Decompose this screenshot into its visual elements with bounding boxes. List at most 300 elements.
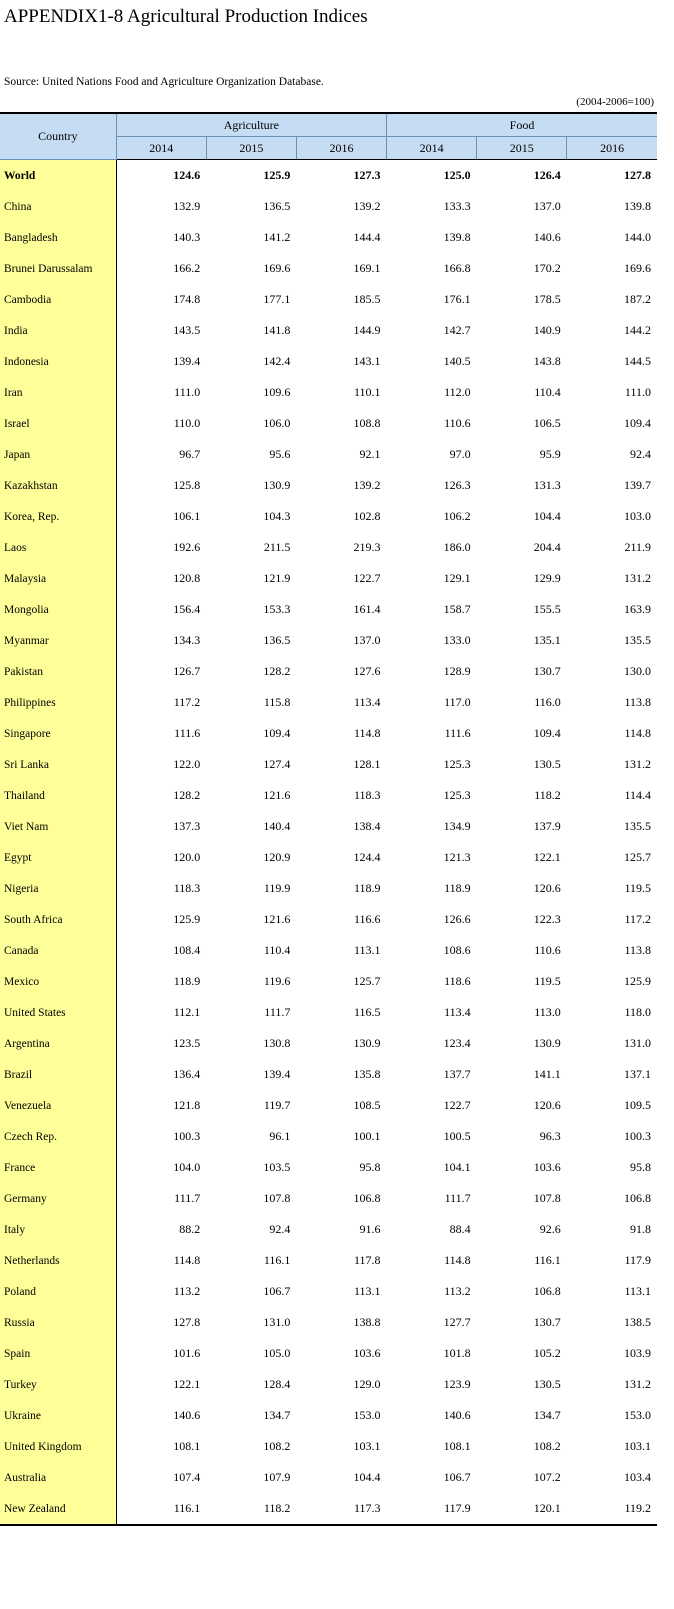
country-name-cell: Philippines	[0, 687, 116, 718]
index-value-cell: 125.9	[173, 912, 201, 926]
index-value-cell: 129.9	[533, 571, 561, 585]
country-name-cell: Malaysia	[0, 563, 116, 594]
table-row	[0, 1245, 657, 1276]
index-value-cell: 109.6	[263, 385, 291, 399]
country-name-cell: Germany	[0, 1183, 116, 1214]
index-value-cell: 111.6	[174, 726, 201, 740]
index-value-cell: 127.4	[263, 757, 291, 771]
index-value-cell: 92.4	[269, 1222, 291, 1236]
table-row	[0, 718, 657, 749]
country-name-cell: Korea, Rep.	[0, 501, 116, 532]
index-value-cell: 131.0	[263, 1315, 291, 1329]
index-value-cell: 211.9	[624, 540, 651, 554]
index-value-cell: 117.2	[624, 912, 651, 926]
index-value-cell: 163.9	[624, 602, 651, 616]
index-value-cell: 125.8	[173, 478, 201, 492]
index-value-cell: 130.5	[533, 1377, 561, 1391]
table-row	[0, 346, 657, 377]
index-value-cell: 119.5	[624, 881, 651, 895]
index-value-cell: 211.5	[263, 540, 291, 554]
index-value-cell: 137.0	[533, 199, 561, 213]
index-value-cell: 161.4	[353, 602, 381, 616]
index-value-cell: 133.0	[443, 633, 471, 647]
table-row	[0, 1152, 657, 1183]
index-value-cell: 109.4	[533, 726, 561, 740]
table-row	[0, 1369, 657, 1400]
country-name-cell: France	[0, 1152, 116, 1183]
index-value-cell: 103.6	[533, 1160, 561, 1174]
index-value-cell: 130.9	[353, 1036, 381, 1050]
index-value-cell: 134.7	[263, 1408, 291, 1422]
index-value-cell: 97.0	[449, 447, 471, 461]
index-value-cell: 96.3	[539, 1129, 561, 1143]
index-value-cell: 103.4	[624, 1470, 651, 1484]
index-value-cell: 116.5	[353, 1005, 381, 1019]
table-row	[0, 315, 657, 346]
table-row	[0, 377, 657, 408]
index-value-cell: 110.6	[534, 943, 561, 957]
index-value-cell: 120.6	[533, 1098, 561, 1112]
index-value-cell: 107.9	[263, 1470, 291, 1484]
index-value-cell: 100.3	[173, 1129, 201, 1143]
index-value-cell: 126.4	[533, 168, 561, 182]
index-value-cell: 95.9	[539, 447, 561, 461]
country-name-cell: Cambodia	[0, 284, 116, 315]
country-name-cell: New Zealand	[0, 1493, 116, 1525]
index-value-cell: 139.7	[624, 478, 651, 492]
index-value-cell: 92.1	[359, 447, 381, 461]
index-value-cell: 95.8	[359, 1160, 381, 1174]
index-value-cell: 153.0	[624, 1408, 651, 1422]
index-value-cell: 144.9	[353, 323, 381, 337]
table-row	[0, 842, 657, 873]
table-row	[0, 1462, 657, 1493]
table-row	[0, 625, 657, 656]
agriculture-group-header: Agriculture	[116, 113, 386, 137]
index-value-cell: 125.7	[353, 974, 381, 988]
table-row	[0, 532, 657, 563]
index-value-cell: 103.1	[353, 1439, 381, 1453]
index-value-cell: 130.9	[263, 478, 291, 492]
index-value-cell: 125.9	[624, 974, 651, 988]
index-value-cell: 122.7	[443, 1098, 471, 1112]
country-name-cell: Nigeria	[0, 873, 116, 904]
index-value-cell: 128.2	[173, 788, 201, 802]
index-value-cell: 100.1	[353, 1129, 381, 1143]
index-value-cell: 140.6	[173, 1408, 201, 1422]
index-value-cell: 170.2	[533, 261, 561, 275]
index-value-cell: 91.8	[630, 1222, 651, 1236]
index-value-cell: 134.3	[173, 633, 201, 647]
source-note: Source: United Nations Food and Agriculture Organization Database.	[4, 76, 324, 88]
index-value-cell: 113.0	[534, 1005, 561, 1019]
country-name-cell: Argentina	[0, 1028, 116, 1059]
index-value-cell: 108.1	[443, 1439, 471, 1453]
index-value-cell: 130.9	[533, 1036, 561, 1050]
table-row	[0, 1493, 657, 1525]
index-value-cell: 124.4	[353, 850, 381, 864]
index-value-cell: 106.8	[533, 1284, 561, 1298]
index-value-cell: 119.2	[567, 1493, 657, 1525]
index-value-cell: 103.5	[263, 1160, 291, 1174]
index-value-cell: 130.5	[533, 757, 561, 771]
index-value-cell: 112.0	[444, 385, 471, 399]
index-value-cell: 129.1	[443, 571, 471, 585]
index-value-cell: 104.0	[173, 1160, 201, 1174]
table-row	[0, 594, 657, 625]
index-value-cell: 139.8	[624, 199, 651, 213]
index-value-cell: 122.1	[173, 1377, 201, 1391]
table-row	[0, 935, 657, 966]
index-value-cell: 126.7	[173, 664, 201, 678]
country-name-cell: Bangladesh	[0, 222, 116, 253]
index-value-cell: 109.4	[624, 416, 651, 430]
index-value-cell: 128.1	[353, 757, 381, 771]
index-value-cell: 119.9	[263, 881, 291, 895]
index-value-cell: 111.6	[444, 726, 471, 740]
index-value-cell: 133.3	[443, 199, 471, 213]
table-row	[0, 563, 657, 594]
index-value-cell: 109.4	[263, 726, 291, 740]
index-value-cell: 118.0	[624, 1005, 651, 1019]
table-row	[0, 253, 657, 284]
index-value-cell: 106.8	[353, 1191, 381, 1205]
country-name-cell: Indonesia	[0, 346, 116, 377]
index-value-cell: 110.4	[263, 943, 291, 957]
index-value-cell: 177.1	[263, 292, 291, 306]
index-value-cell: 144.4	[353, 230, 381, 244]
index-value-cell: 103.1	[624, 1439, 651, 1453]
index-value-cell: 113.1	[624, 1284, 651, 1298]
index-value-cell: 123.9	[443, 1377, 471, 1391]
index-value-cell: 110.4	[534, 385, 561, 399]
index-value-cell: 120.1	[477, 1493, 567, 1525]
index-value-cell: 117.9	[387, 1493, 477, 1525]
index-value-cell: 104.1	[443, 1160, 471, 1174]
table-row	[0, 1121, 657, 1152]
index-value-cell: 123.4	[443, 1036, 471, 1050]
index-value-cell: 130.7	[533, 664, 561, 678]
index-value-cell: 128.9	[443, 664, 471, 678]
index-value-cell: 139.2	[353, 199, 381, 213]
index-value-cell: 114.8	[353, 726, 381, 740]
index-value-cell: 106.7	[443, 1470, 471, 1484]
index-value-cell: 176.1	[443, 292, 471, 306]
country-name-cell: Kazakhstan	[0, 470, 116, 501]
country-name-cell: Turkey	[0, 1369, 116, 1400]
table-row	[0, 501, 657, 532]
index-value-cell: 128.4	[263, 1377, 291, 1391]
index-value-cell: 125.9	[263, 168, 291, 182]
year-header-agri-2016: 2016	[296, 137, 386, 160]
index-value-cell: 114.8	[624, 726, 651, 740]
table-row	[0, 470, 657, 501]
index-value-cell: 127.8	[624, 168, 651, 182]
index-value-cell: 139.4	[173, 354, 201, 368]
food-group-header: Food	[387, 113, 657, 137]
index-value-cell: 130.0	[624, 664, 651, 678]
index-value-cell: 155.5	[533, 602, 561, 616]
index-value-cell: 117.8	[353, 1253, 381, 1267]
index-value-cell: 153.0	[353, 1408, 381, 1422]
index-value-cell: 140.6	[443, 1408, 471, 1422]
table-row	[0, 656, 657, 687]
table-row	[0, 966, 657, 997]
index-value-cell: 119.6	[263, 974, 291, 988]
index-value-cell: 130.7	[533, 1315, 561, 1329]
country-name-cell: Pakistan	[0, 656, 116, 687]
table-body	[0, 160, 657, 1526]
index-value-cell: 116.0	[534, 695, 561, 709]
index-value-cell: 131.0	[624, 1036, 651, 1050]
index-value-cell: 102.8	[353, 509, 381, 523]
year-header-agri-2015: 2015	[206, 137, 296, 160]
index-value-cell: 121.6	[263, 788, 291, 802]
index-value-cell: 108.5	[353, 1098, 381, 1112]
index-value-cell: 105.0	[263, 1346, 291, 1360]
table-row	[0, 811, 657, 842]
index-value-cell: 174.8	[173, 292, 201, 306]
index-value-cell: 144.5	[624, 354, 651, 368]
index-value-cell: 103.0	[624, 509, 651, 523]
index-value-cell: 113.4	[353, 695, 381, 709]
index-value-cell: 119.7	[263, 1098, 291, 1112]
index-value-cell: 92.4	[630, 447, 651, 461]
table-row	[0, 904, 657, 935]
index-value-cell: 137.7	[443, 1067, 471, 1081]
index-value-cell: 113.4	[444, 1005, 471, 1019]
year-header-food-2016: 2016	[567, 137, 657, 160]
table-row	[0, 749, 657, 780]
index-value-cell: 114.8	[173, 1253, 201, 1267]
index-value-cell: 134.9	[443, 819, 471, 833]
index-value-cell: 108.4	[173, 943, 201, 957]
index-value-cell: 156.4	[173, 602, 201, 616]
index-value-cell: 108.8	[353, 416, 381, 430]
country-name-cell: Singapore	[0, 718, 116, 749]
index-value-cell: 110.1	[353, 385, 381, 399]
index-value-cell: 127.6	[353, 664, 381, 678]
country-name-cell: Egypt	[0, 842, 116, 873]
country-name-cell: Brunei Darussalam	[0, 253, 116, 284]
index-value-cell: 127.8	[173, 1315, 201, 1329]
index-value-cell: 114.4	[624, 788, 651, 802]
index-value-cell: 192.6	[173, 540, 201, 554]
index-value-cell: 118.9	[353, 881, 381, 895]
index-value-cell: 108.2	[263, 1439, 291, 1453]
index-value-cell: 135.5	[624, 633, 651, 647]
index-value-cell: 122.7	[353, 571, 381, 585]
country-name-cell: Poland	[0, 1276, 116, 1307]
index-value-cell: 169.6	[624, 261, 651, 275]
table-row	[0, 222, 657, 253]
index-value-cell: 116.1	[116, 1493, 206, 1525]
country-column-header: Country	[0, 113, 116, 160]
country-name-cell: Australia	[0, 1462, 116, 1493]
table-row	[0, 780, 657, 811]
index-value-cell: 114.8	[444, 1253, 471, 1267]
index-value-cell: 111.7	[174, 1191, 201, 1205]
index-value-cell: 136.5	[263, 633, 291, 647]
index-value-cell: 129.0	[353, 1377, 381, 1391]
index-value-cell: 108.6	[443, 943, 471, 957]
index-value-cell: 135.5	[624, 819, 651, 833]
index-value-cell: 107.8	[533, 1191, 561, 1205]
index-value-cell: 130.8	[263, 1036, 291, 1050]
index-value-cell: 109.5	[624, 1098, 651, 1112]
index-value-cell: 118.2	[206, 1493, 296, 1525]
index-value-cell: 104.3	[263, 509, 291, 523]
index-value-cell: 107.2	[533, 1470, 561, 1484]
table-row	[0, 1276, 657, 1307]
index-value-cell: 139.2	[353, 478, 381, 492]
country-name-cell: Netherlands	[0, 1245, 116, 1276]
index-value-cell: 113.8	[624, 943, 651, 957]
table-row	[0, 1059, 657, 1090]
index-value-cell: 113.8	[624, 695, 651, 709]
index-value-cell: 106.5	[533, 416, 561, 430]
index-value-cell: 106.8	[624, 1191, 651, 1205]
country-name-cell: United States	[0, 997, 116, 1028]
country-name-cell: Russia	[0, 1307, 116, 1338]
index-value-cell: 120.8	[173, 571, 201, 585]
index-value-cell: 106.0	[263, 416, 291, 430]
index-value-cell: 116.6	[353, 912, 381, 926]
index-value-cell: 139.4	[263, 1067, 291, 1081]
country-name-cell: Czech Rep.	[0, 1121, 116, 1152]
index-value-cell: 153.3	[263, 602, 291, 616]
index-value-cell: 143.5	[173, 323, 201, 337]
index-value-cell: 140.9	[533, 323, 561, 337]
table-row	[0, 1400, 657, 1431]
index-value-cell: 131.3	[533, 478, 561, 492]
index-value-cell: 137.1	[624, 1067, 651, 1081]
index-value-cell: 120.0	[173, 850, 201, 864]
index-value-cell: 106.7	[263, 1284, 291, 1298]
index-value-cell: 131.2	[624, 571, 651, 585]
index-value-cell: 106.1	[173, 509, 201, 523]
index-value-cell: 169.6	[263, 261, 291, 275]
index-value-cell: 112.1	[173, 1005, 201, 1019]
index-value-cell: 103.9	[624, 1346, 651, 1360]
index-value-cell: 111.7	[264, 1005, 291, 1019]
index-value-cell: 101.8	[443, 1346, 471, 1360]
index-value-cell: 116.1	[534, 1253, 561, 1267]
index-value-cell: 121.6	[263, 912, 291, 926]
country-name-cell: World	[0, 160, 116, 192]
country-name-cell: China	[0, 191, 116, 222]
index-value-cell: 124.6	[173, 168, 201, 182]
index-value-cell: 138.4	[353, 819, 381, 833]
country-name-cell: Mexico	[0, 966, 116, 997]
country-name-cell: Thailand	[0, 780, 116, 811]
country-name-cell: Viet Nam	[0, 811, 116, 842]
table-row	[0, 1307, 657, 1338]
index-value-cell: 117.9	[624, 1253, 651, 1267]
index-value-cell: 166.2	[173, 261, 201, 275]
table-row	[0, 873, 657, 904]
index-value-cell: 118.3	[353, 788, 381, 802]
index-value-cell: 141.2	[263, 230, 291, 244]
country-name-cell: Myanmar	[0, 625, 116, 656]
index-value-cell: 122.1	[533, 850, 561, 864]
index-value-cell: 113.1	[353, 1284, 381, 1298]
index-value-cell: 125.7	[624, 850, 651, 864]
index-value-cell: 118.9	[173, 974, 201, 988]
page-title: APPENDIX1-8 Agricultural Production Indices	[4, 6, 368, 27]
index-value-cell: 96.7	[179, 447, 201, 461]
index-value-cell: 108.2	[533, 1439, 561, 1453]
index-value-cell: 144.0	[624, 230, 651, 244]
index-value-cell: 88.2	[179, 1222, 201, 1236]
table-row	[0, 1028, 657, 1059]
table-row	[0, 408, 657, 439]
country-name-cell: Canada	[0, 935, 116, 966]
index-value-cell: 144.2	[624, 323, 651, 337]
table-row	[0, 1090, 657, 1121]
year-header-agri-2014: 2014	[116, 137, 206, 160]
table-row	[0, 997, 657, 1028]
index-value-cell: 111.0	[174, 385, 201, 399]
index-value-cell: 125.3	[443, 788, 471, 802]
country-name-cell: Iran	[0, 377, 116, 408]
index-value-cell: 135.8	[353, 1067, 381, 1081]
index-value-cell: 116.1	[263, 1253, 291, 1267]
index-value-cell: 142.7	[443, 323, 471, 337]
index-value-cell: 135.1	[533, 633, 561, 647]
index-value-cell: 115.8	[263, 695, 291, 709]
index-value-cell: 117.2	[173, 695, 201, 709]
index-value-cell: 169.1	[353, 261, 381, 275]
index-value-cell: 113.1	[353, 943, 381, 957]
index-value-cell: 118.3	[173, 881, 201, 895]
index-value-cell: 139.8	[443, 230, 471, 244]
country-name-cell: Venezuela	[0, 1090, 116, 1121]
index-value-cell: 140.3	[173, 230, 201, 244]
index-value-cell: 143.8	[533, 354, 561, 368]
index-value-cell: 143.1	[353, 354, 381, 368]
country-name-cell: Israel	[0, 408, 116, 439]
index-value-cell: 127.7	[443, 1315, 471, 1329]
table-row	[0, 1338, 657, 1369]
table-row	[0, 1431, 657, 1462]
index-value-cell: 118.2	[534, 788, 561, 802]
index-value-cell: 118.9	[444, 881, 471, 895]
index-value-cell: 132.9	[173, 199, 201, 213]
index-value-cell: 131.2	[624, 757, 651, 771]
index-value-cell: 125.3	[443, 757, 471, 771]
index-value-cell: 140.4	[263, 819, 291, 833]
index-value-cell: 185.5	[353, 292, 381, 306]
index-value-cell: 119.5	[534, 974, 561, 988]
country-name-cell: Spain	[0, 1338, 116, 1369]
table-row	[0, 1214, 657, 1245]
index-value-cell: 141.8	[263, 323, 291, 337]
index-value-cell: 122.0	[173, 757, 201, 771]
index-value-cell: 104.4	[533, 509, 561, 523]
index-value-cell: 186.0	[443, 540, 471, 554]
index-value-cell: 137.3	[173, 819, 201, 833]
index-value-cell: 204.4	[533, 540, 561, 554]
index-value-cell: 125.0	[443, 168, 471, 182]
country-name-cell: Sri Lanka	[0, 749, 116, 780]
index-value-cell: 123.5	[173, 1036, 201, 1050]
production-indices-table	[0, 112, 657, 1526]
index-value-cell: 111.7	[444, 1191, 471, 1205]
index-value-cell: 122.3	[533, 912, 561, 926]
index-value-cell: 178.5	[533, 292, 561, 306]
index-value-cell: 96.1	[269, 1129, 291, 1143]
